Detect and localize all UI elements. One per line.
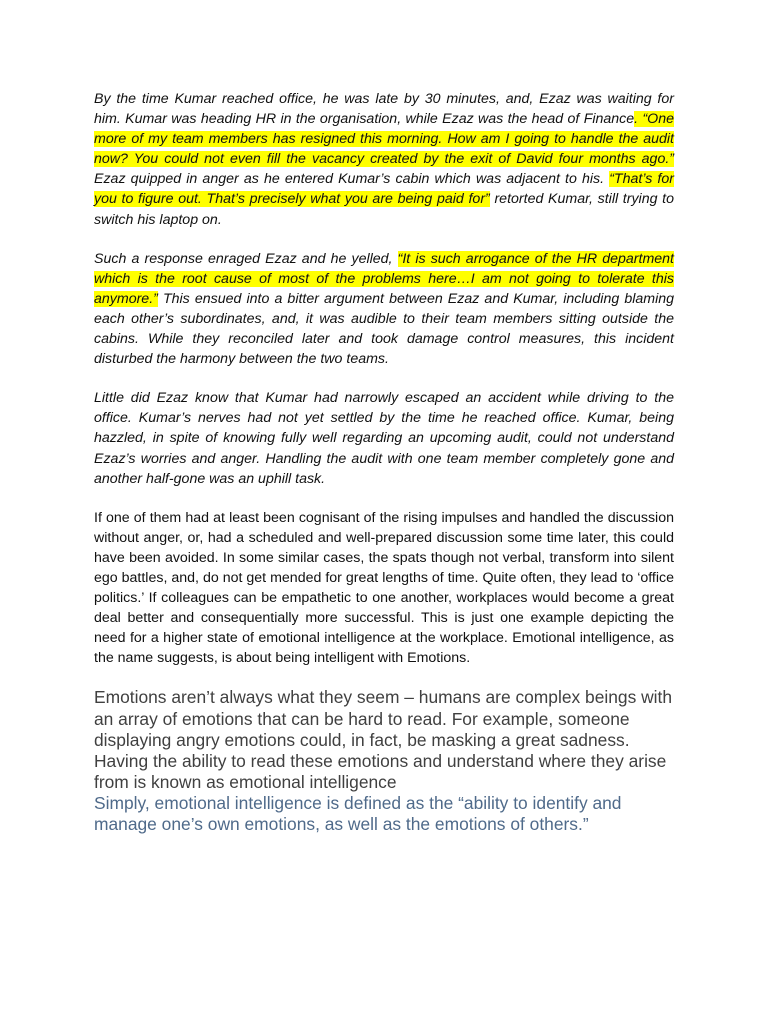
text-segment: retorted Kumar, still trying to switch his laptop on. <box>94 191 674 228</box>
text-segment: Such a response enraged Ezaz and he yelled, <box>94 250 398 267</box>
paragraph-4 <box>94 508 674 669</box>
text-segment: This ensued into a bitter argument between Ezaz and Kumar, including blaming each other’s subordinates, and, it was audible to their team members sitting outside the cabins. While they reconciled later and took damage control measures, this incident disturbed the harmony between the two teams. <box>94 290 674 368</box>
text-segment: By the time Kumar reached office, he was late by 30 minutes, and, Ezaz was waiting for him. Kumar was heading HR in the organisation, while Ezaz was the head of Finance <box>94 91 674 128</box>
text-segment: If one of them had at least been cognisant of the rising impulses and handled the discussion without anger, or, had a scheduled and well-prepared discussion some time later, this could have been avoided. In some similar cases, the spats though not verbal, transform into silent ego battles, and, do not get mended for great lengths of time. Quite often, they lead to ‘office politics.’ If colleagues can be empathetic to one another, workplaces would become a great deal better and consequentially more successful. This is just one example depicting the need for a higher state of emotional intelligence at the workplace. Emotional intelligence, as the name suggests, is about being intelligent with Emotions. <box>94 509 674 667</box>
paragraph-3 <box>94 388 674 488</box>
text-segment: Little did Ezaz know that Kumar had narrowly escaped an accident while driving to the office. Kumar’s nerves had not yet settled by the time he reached office. Kumar, being hazzled, in spite of knowing fully well regarding an upcoming audit, could not understand Ezaz’s worries and anger. Handling the audit with one team member completely gone and another half-gone was an uphill task. <box>94 390 674 487</box>
story-body <box>94 89 674 668</box>
definition-paragraph: Simply, emotional intelligence is defined as the “ability to identify and manage one’s own emotions, as well as the emotions of others.” <box>94 792 622 834</box>
paragraph-1 <box>94 89 674 230</box>
highlighted-quote: . “One more of my team members has resigned this morning. How am I going to handle the audit now? You could not even fill the vacancy created by the exit of David four months ago.” <box>94 111 674 168</box>
highlighted-quote: “It is such arrogance of the HR department which is the root cause of most of the problems here…I am not going to tolerate this anymore.” <box>94 250 674 307</box>
text-segment: Ezaz quipped in anger as he entered Kumar’s cabin which was adjacent to his. <box>94 171 610 188</box>
emotions-paragraph: Emotions aren’t always what they seem – humans are complex beings with an array of emotions that can be hard to read. For example, someone displaying angry emotions could, in fact, be masking a great sadness. Having the ability to read these emotions and understand where they arise from is known as emotional intelligence <box>94 687 673 792</box>
paragraph-2 <box>94 249 674 370</box>
highlighted-quote: “That’s for you to figure out. That’s precisely what you are being paid for” <box>94 171 674 208</box>
